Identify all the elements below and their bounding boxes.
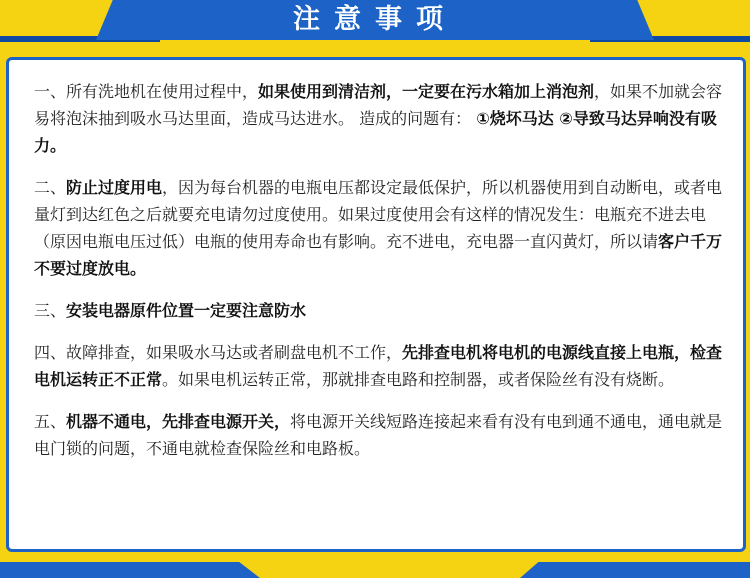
- note-emphasis: 安装电器原件位置一定要注意防水: [66, 301, 307, 320]
- note-text: 三、: [34, 301, 67, 320]
- note-text: ，如果不加就会容易将泡沫抽到吸水马达里面，造成马达进水。 造成的问题有：: [34, 82, 723, 128]
- note-item-3: [34, 297, 726, 324]
- note-text: 一、所有洗地机在使用过程中，: [34, 82, 259, 101]
- note-text: ，因为每台机器的电瓶电压都设定最低保护，所以机器使用到自动断电，或者电量灯到达红色之后就要充电请勿过度使用。如果过度使用会有这样的情况发生：电瓶充不进去电（原因电瓶电压过低）电瓶的使用寿命也有影响。充不进电，充电器一直闪黄灯，所以请: [34, 178, 723, 251]
- page-title: 注意事项: [293, 4, 457, 35]
- note-item-2: [34, 174, 726, 282]
- note-emphasis: 先排查电机将电机的电源线直接上电瓶，检查电机运转正不正常: [34, 343, 723, 389]
- note-text: 。如果电机运转正常，那就排查电路和控制器，或者保险丝有没有烧断。: [162, 370, 675, 389]
- note-item-5: [34, 408, 726, 462]
- note-text: 四、故障排查，如果吸水马达或者刷盘电机不工作，: [34, 343, 403, 362]
- footer-stripe: [0, 556, 750, 578]
- note-emphasis: ①烧坏马达 ②导致马达异响没有吸力。: [34, 109, 717, 155]
- note-emphasis: 客户千万不要过度放电。: [34, 232, 723, 278]
- header-banner: [0, 0, 750, 52]
- note-emphasis: 机器不通电，先排查电源开关，: [66, 412, 291, 431]
- footer-ribbon-right: [520, 562, 750, 578]
- note-text: 将电源开关线短路连接起来看有没有电到通不通电，通电就是电门锁的问题，不通电就检查保险丝和电路板。: [34, 412, 723, 458]
- note-emphasis: 防止过度用电: [66, 178, 163, 197]
- footer-ribbon-left: [0, 562, 260, 578]
- note-text: 二、: [34, 178, 67, 197]
- note-emphasis: 如果使用到清洁剂，一定要在污水箱加上消泡剂: [258, 82, 595, 101]
- note-item-4: [34, 339, 726, 393]
- notes-content: [34, 78, 726, 477]
- note-text: 五、: [34, 412, 67, 431]
- note-item-1: [34, 78, 726, 159]
